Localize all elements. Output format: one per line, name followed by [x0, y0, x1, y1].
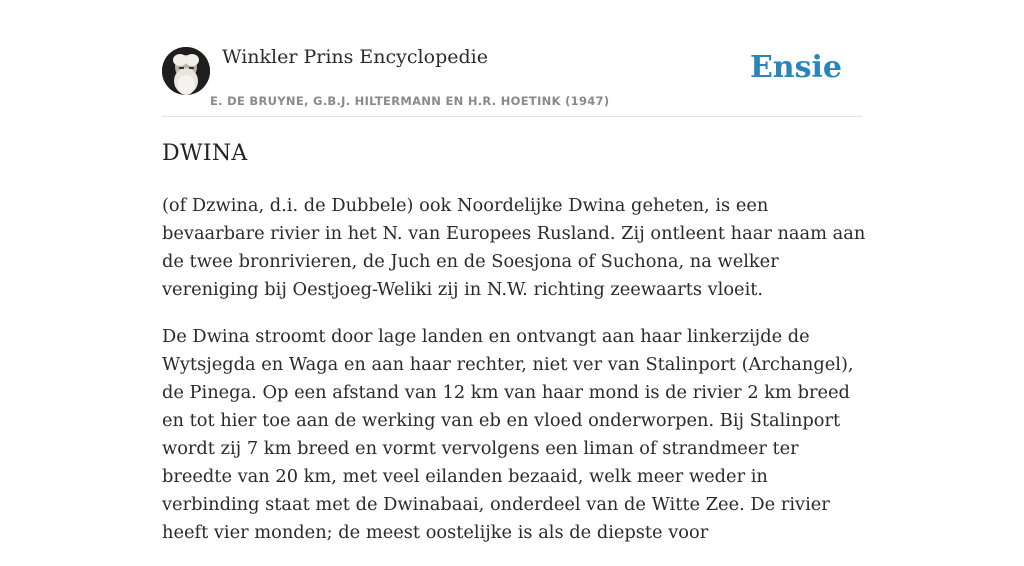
- brand-logo[interactable]: Ensie: [749, 50, 842, 85]
- header: [162, 0, 862, 117]
- article-body: [162, 192, 867, 566]
- author-avatar: [162, 47, 210, 95]
- paragraph: De Dwina stroomt door lage landen en ontvangt aan haar linkerzijde de Wytsjegda en Waga en aan haar rechter, niet ver van Stalinport (Archangel), de Pinega. Op een afstand van 12 km van haar mond is de rivier 2 km breed en tot hier toe aan de werking van eb en vloed onderworpen. Bij Stalinport wordt zij 7 km breed en vormt vervolgens een liman of strandmeer ter breedte van 20 km, met veel eilanden bezaaid, welk meer weder in verbinding staat met de Dwinabaai, onderdeel van de Witte Zee. De rivier heeft vier monden; de meest oostelijke is als de diepste voor: [162, 326, 854, 543]
- entry-title: DWINA: [162, 141, 248, 166]
- paragraph: (of Dzwina, d.i. de Dubbele) ook Noordelijke Dwina geheten, is een bevaarbare rivier in het N. van Europees Rusland. Zij ontleent haar naam aan de twee bronrivieren, de Juch en de Soesjona of Suchona, na welker vereniging bij Oestjoeg-Weliki zij in N.W. richting zeewaarts vloeit.: [162, 195, 866, 300]
- authors-line: E. DE BRUYNE, G.B.J. HILTERMANN EN H.R. HOETINK (1947): [210, 94, 610, 108]
- site-title[interactable]: Winkler Prins Encyclopedie: [222, 46, 488, 68]
- page: [162, 0, 866, 543]
